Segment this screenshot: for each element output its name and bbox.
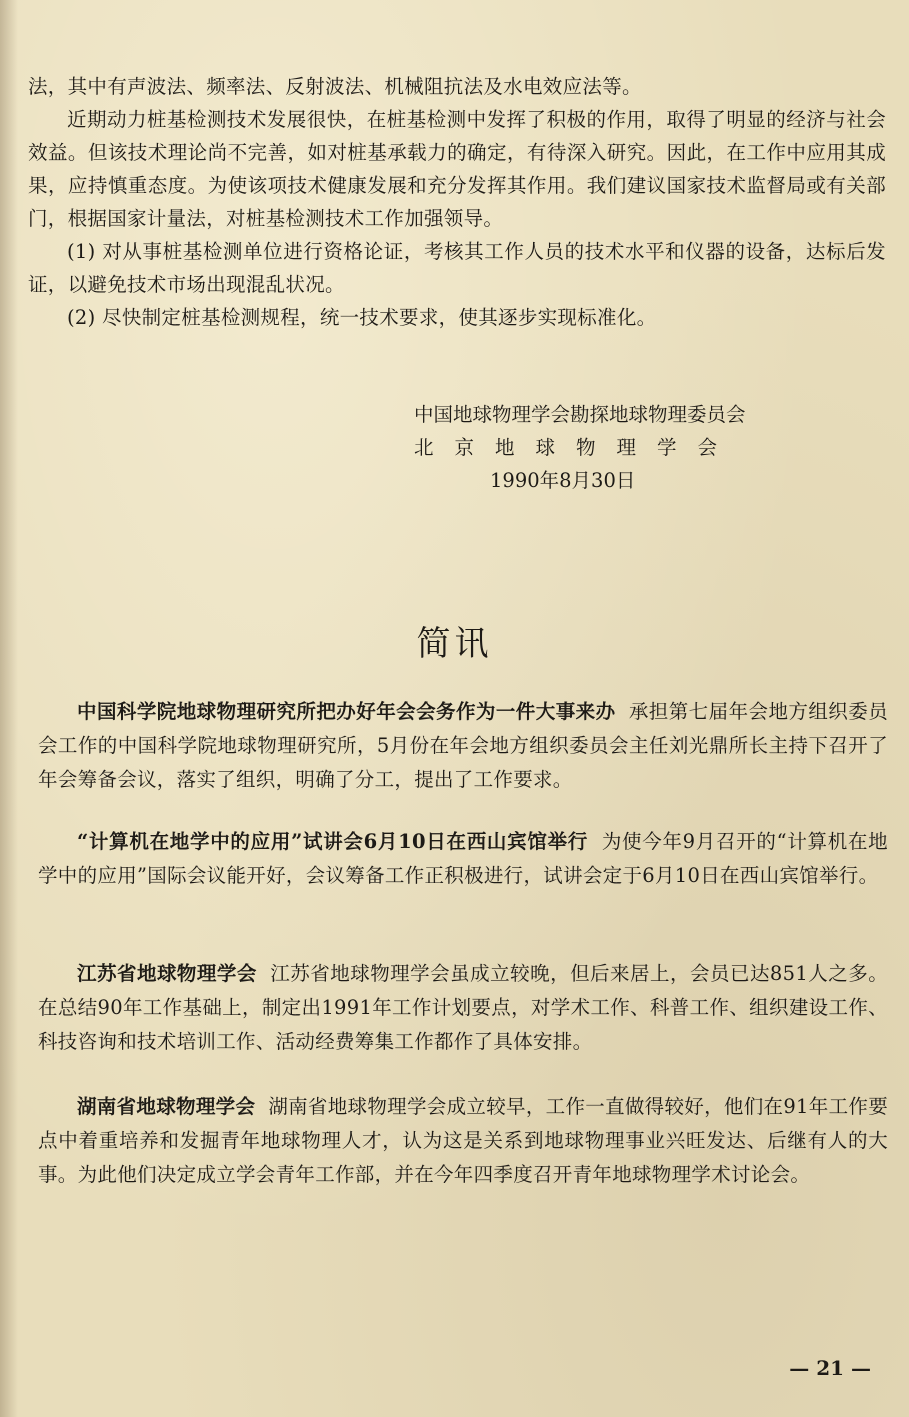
binding-shadow <box>0 0 18 1417</box>
news-text: 湖南省地球物理学会成立较早，工作一直做得较好，他们在91年工作要点中着重培养和发掘青年地球物理人才，认为这是关系到地球物理事业兴旺发达、后继有人的大事。为此他们决定成立学会青年工作部，并在今年四季度召开青年地球物理学术讨论会。 <box>38 1095 888 1186</box>
signature-org-2: 北京地球物理学会 <box>414 436 739 459</box>
signature-block <box>414 398 746 497</box>
paragraph-item-1: (1) 对从事桩基检测单位进行资格论证，考核其工作人员的技术水平和仪器的设备，达标后发证，以避免技术市场出现混乱状况。 <box>28 240 886 296</box>
news-item-4 <box>38 1090 888 1192</box>
news-text: 承担第七届年会地方组织委员会工作的中国科学院地球物理研究所，5月份在年会地方组织委员会主任刘光鼎所长主持下召开了年会筹备会议，落实了组织，明确了分工，提出了工作要求。 <box>38 700 888 791</box>
news-text: 江苏省地球物理学会虽成立较晚，但后来居上，会员已达851人之多。在总结90年工作基础上，制定出1991年工作计划要点，对学术工作、科普工作、组织建设工作、科技咨询和技术培训工作、活动经费筹集工作都作了具体安排。 <box>38 962 889 1053</box>
news-text: 为使今年9月召开的“计算机在地学中的应用”国际会议能开好，会议筹备工作正积极进行，试讲会定于6月10日在西山宾馆举行。 <box>38 830 888 887</box>
news-item-1 <box>38 695 888 797</box>
signature-date: 1990年8月30日 <box>490 469 636 492</box>
body-text <box>28 70 886 334</box>
paragraph-recommendation: 近期动力桩基检测技术发展很快，在桩基检测中发挥了积极的作用，取得了明显的经济与社会效益。但该技术理论尚不完善，如对桩基承载力的确定，有待深入研究。因此，在工作中应用其成果，应持慎重态度。为使该项技术健康发展和充分发挥其作用。我们建议国家技术监督局或有关部门，根据国家计量法，对桩基检测技术工作加强领导。 <box>28 108 886 230</box>
section-title: 简讯 <box>416 624 493 664</box>
news-item-3 <box>38 957 888 1059</box>
signature-org-1: 中国地球物理学会勘探地球物理委员会 <box>414 403 746 426</box>
news-headline: 江苏省地球物理学会 <box>77 962 257 985</box>
paragraph-continuation: 法，其中有声波法、频率法、反射波法、机械阻抗法及水电效应法等。 <box>28 75 642 98</box>
news-headline: “计算机在地学中的应用”试讲会6月10日在西山宾馆举行 <box>77 830 588 853</box>
news-item-2 <box>38 825 888 893</box>
news-headline: 湖南省地球物理学会 <box>77 1095 256 1118</box>
page-number: — 21 — <box>789 1356 871 1380</box>
news-headline: 中国科学院地球物理研究所把办好年会会务作为一件大事来办 <box>77 700 616 723</box>
paragraph-item-2: (2) 尽快制定桩基检测规程，统一技术要求，使其逐步实现标准化。 <box>67 306 657 329</box>
